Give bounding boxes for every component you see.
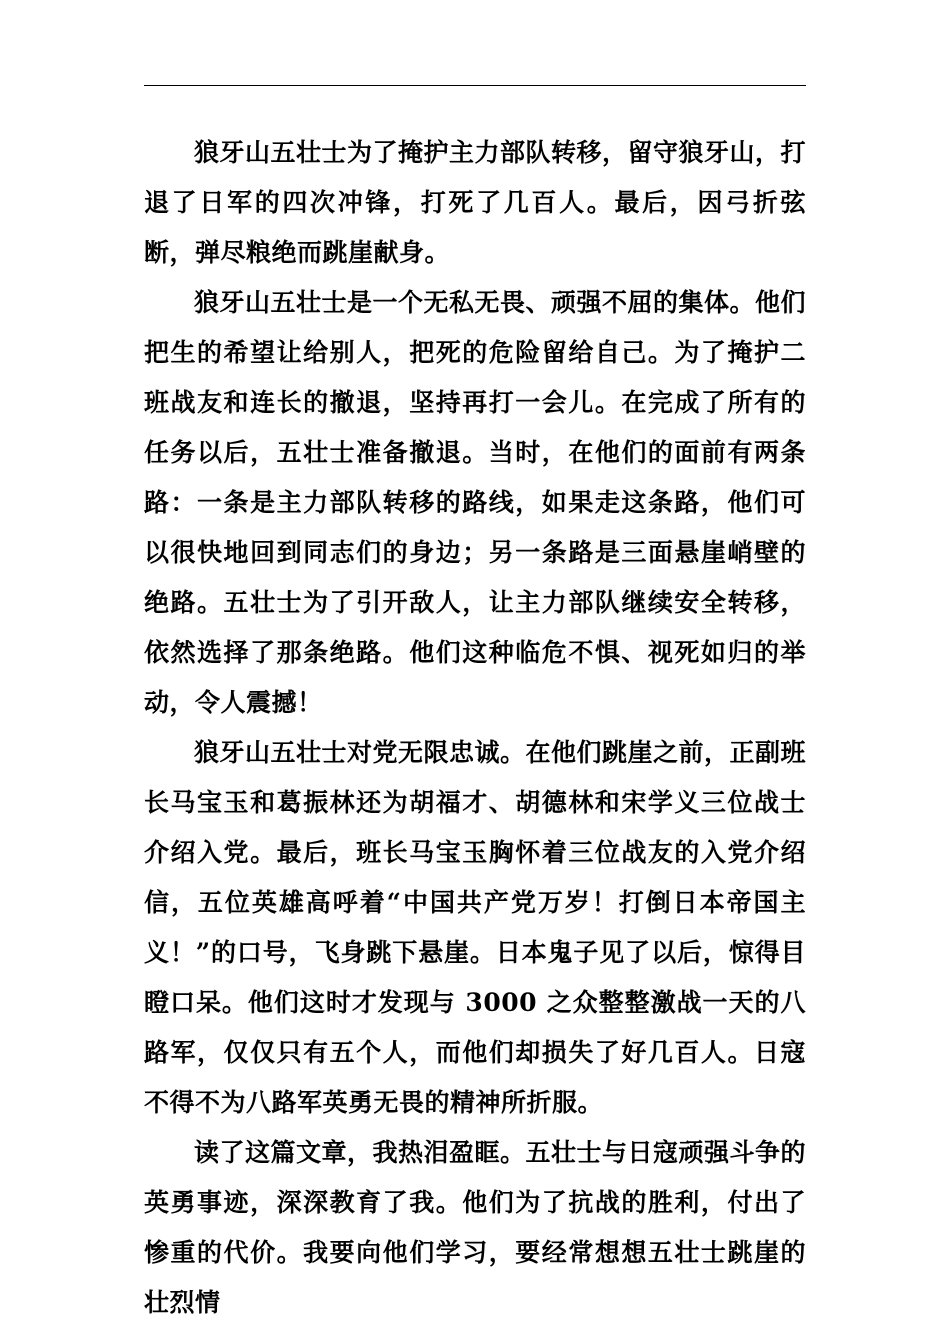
paragraph-1: 狼牙山五壮士为了掩护主力部队转移，留守狼牙山，打退了日军的四次冲锋，打死了几百人。最后，因弓折弦断，弹尽粮绝而跳崖献身。 — [144, 138, 807, 267]
paragraph-4: 读了这篇文章，我热泪盈眶。五壮士与日寇顽强斗争的英勇事迹，深深教育了我。他们为了抗战的胜利，付出了惨重的代价。我要向他们学习，要经常想想五壮士跳崖的壮烈情 — [144, 1138, 807, 1317]
paragraph-2: 狼牙山五壮士是一个无私无畏、顽强不屈的集体。他们把生的希望让给别人，把死的危险留给自己。为了掩护二班战友和连长的撤退，坚持再打一会儿。在完成了所有的任务以后，五壮士准备撤退。当时，在他们的面前有两条路：一条是主力部队转移的路线，如果走这条路，他们可以很快地回到同志们的身边；另一条路是三面悬崖峭壁的绝路。五壮士为了引开敌人，让主力部队继续安全转移，依然选择了那条绝路。他们这种临危不惧、视死如归的举动，令人震撼！ — [144, 288, 807, 717]
paragraph-3: 狼牙山五壮士对党无限忠诚。在他们跳崖之前，正副班长马宝玉和葛振林还为胡福才、胡德林和宋学义三位战士介绍入党。最后，班长马宝玉胸怀着三位战友的入党介绍信，五位英雄高呼着“中国共产党万岁！打倒日本帝国主义！”的口号，飞身跳下悬崖。日本鬼子见了以后，惊得目瞪口呆。他们这时才发现与 3000 之众整整激战一天的八路军，仅仅只有五个人，而他们却损失了好几百人。日寇不得不为八路军英勇无畏的精神所折服。 — [144, 738, 807, 1117]
document-body — [144, 128, 806, 1328]
header-rule — [144, 85, 806, 86]
